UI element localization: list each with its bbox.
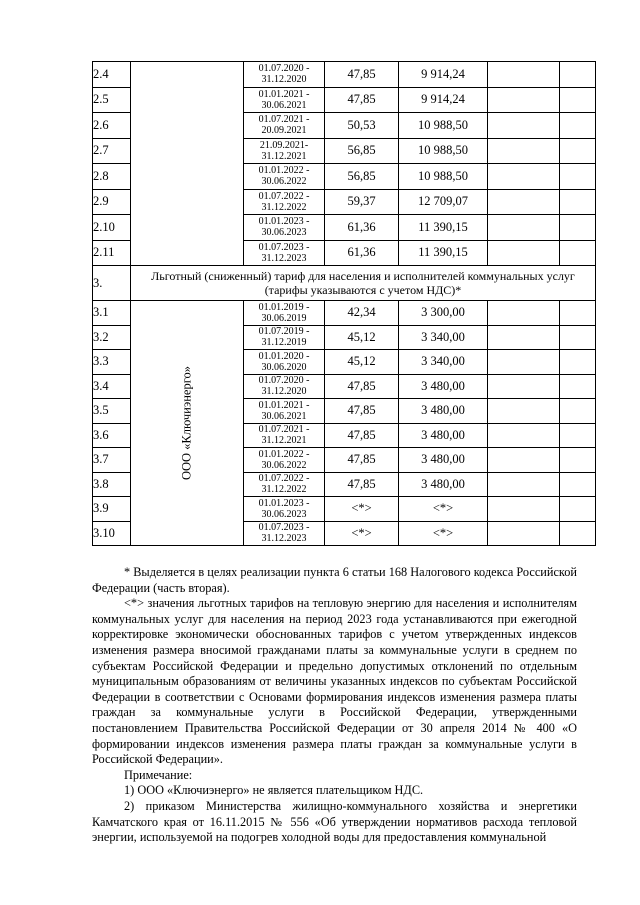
tariff-value-cell: 3 340,00 (399, 350, 488, 375)
tariff-value-cell: 47,85 (325, 62, 399, 88)
empty-cell (560, 62, 596, 88)
empty-cell (560, 164, 596, 190)
table-row (93, 62, 596, 88)
row-number: 2.8 (93, 164, 131, 190)
tariff-value-cell: 45,12 (325, 350, 399, 375)
empty-cell (488, 521, 560, 546)
tariff-value-cell: 45,12 (325, 325, 399, 350)
tariff-value-cell: 11 390,15 (399, 240, 488, 266)
period-cell: 01.07.2019 - 31.12.2019 (244, 325, 325, 350)
period-cell: 01.07.2022 - 31.12.2022 (244, 189, 325, 215)
tariff-value-cell: 47,85 (325, 472, 399, 497)
section-number: 3. (93, 266, 131, 301)
tariff-value-cell: 3 480,00 (399, 399, 488, 424)
empty-cell (488, 399, 560, 424)
period-cell: 01.01.2020 - 30.06.2020 (244, 350, 325, 375)
note-asterisk: <*> значения льготных тарифов на тепловую энергию для населения и исполнителям коммунальных услуг для населения на период 2023 года устанавливаются при ежегодной корректировке экономически обоснованных тарифов с учетом утвержденных индексов изменения размера вносимой гражданами платы за коммунальные услуги в среднем по субъектам Российской Федерации и предельно допустимых отклонений по отдельным муниципальным образованиям от величины указанных индексов по субъектам Российской Федерации в соответствии с Основами формирования индексов изменения размера платы граждан за коммунальные услуги в Российской Федерации, утвержденными постановлением Правительства Российской Федерации от 30 апреля 2014 № 400 «О формировании индексов изменения размера платы граждан за коммунальные услуги в Российской Федерации». (92, 596, 577, 767)
tariff-value-cell: 61,36 (325, 240, 399, 266)
period-cell: 01.01.2019 - 30.06.2019 (244, 301, 325, 326)
period-cell: 01.07.2020 - 31.12.2020 (244, 62, 325, 88)
empty-cell (488, 374, 560, 399)
tariff-value-cell: 61,36 (325, 215, 399, 241)
section-title: Льготный (сниженный) тариф для населения и исполнителей коммунальных услуг (тарифы указываются с учетом НДС)* (131, 266, 596, 301)
row-number: 3.4 (93, 374, 131, 399)
empty-cell (560, 350, 596, 375)
empty-cell (488, 350, 560, 375)
section-header-row (93, 266, 596, 301)
tariff-value-cell: 10 988,50 (399, 164, 488, 190)
row-number: 3.7 (93, 448, 131, 473)
row-number: 2.6 (93, 113, 131, 139)
empty-cell (560, 189, 596, 215)
row-number: 3.6 (93, 423, 131, 448)
tariff-value-cell: 3 480,00 (399, 472, 488, 497)
empty-cell (560, 325, 596, 350)
empty-cell (560, 240, 596, 266)
tariff-value-cell: 47,85 (325, 399, 399, 424)
period-cell: 01.07.2021 - 20.09.2021 (244, 113, 325, 139)
tariff-table (92, 61, 596, 546)
tariff-value-cell: 10 988,50 (399, 113, 488, 139)
tariff-value-cell: 59,37 (325, 189, 399, 215)
tariff-value-cell: 9 914,24 (399, 62, 488, 88)
row-number: 3.8 (93, 472, 131, 497)
note-remark-2: 2) приказом Министерства жилищно-коммунального хозяйства и энергетики Камчатского края от 16.11.2015 № 556 «Об утверждении нормативов расхода тепловой энергии, используемой на подогрев холодной воды для предоставления коммунальной (92, 798, 577, 845)
tariff-value-cell: 56,85 (325, 138, 399, 164)
tariff-value-cell: <*> (325, 521, 399, 546)
empty-cell (488, 113, 560, 139)
row-number: 3.9 (93, 497, 131, 522)
period-cell: 01.07.2023 - 31.12.2023 (244, 240, 325, 266)
empty-cell (560, 138, 596, 164)
empty-cell (560, 301, 596, 326)
tariff-value-cell: 9 914,24 (399, 87, 488, 113)
period-cell: 01.01.2022 - 30.06.2022 (244, 164, 325, 190)
row-number: 3.1 (93, 301, 131, 326)
empty-cell (488, 62, 560, 88)
row-number: 2.5 (93, 87, 131, 113)
note-remark-1: 1) ООО «Ключиэнерго» не является плательщиком НДС. (124, 783, 424, 798)
tariff-value-cell: <*> (325, 497, 399, 522)
empty-cell (488, 301, 560, 326)
period-cell: 01.07.2023 - 31.12.2023 (244, 521, 325, 546)
row-number: 2.11 (93, 240, 131, 266)
empty-cell (560, 374, 596, 399)
tariff-value-cell: 42,34 (325, 301, 399, 326)
org-cell (131, 301, 244, 546)
tariff-value-cell: 3 480,00 (399, 423, 488, 448)
period-cell: 01.01.2023 - 30.06.2023 (244, 215, 325, 241)
empty-cell (560, 215, 596, 241)
empty-cell (560, 423, 596, 448)
period-cell: 01.01.2021 - 30.06.2021 (244, 87, 325, 113)
period-cell: 01.07.2020 - 31.12.2020 (244, 374, 325, 399)
tariff-value-cell: 47,85 (325, 423, 399, 448)
period-cell: 01.01.2022 - 30.06.2022 (244, 448, 325, 473)
row-number: 3.3 (93, 350, 131, 375)
notes-block (92, 565, 577, 846)
empty-cell (488, 164, 560, 190)
tariff-value-cell: 3 300,00 (399, 301, 488, 326)
tariff-value-cell: 10 988,50 (399, 138, 488, 164)
empty-cell (488, 189, 560, 215)
period-cell: 01.07.2021 - 31.12.2021 (244, 423, 325, 448)
org-cell (131, 62, 244, 266)
row-number: 3.5 (93, 399, 131, 424)
tariff-value-cell: 12 709,07 (399, 189, 488, 215)
empty-cell (488, 87, 560, 113)
empty-cell (560, 521, 596, 546)
period-cell: 21.09.2021- 31.12.2021 (244, 138, 325, 164)
empty-cell (488, 325, 560, 350)
row-number: 2.4 (93, 62, 131, 88)
tariff-value-cell: <*> (399, 521, 488, 546)
empty-cell (488, 497, 560, 522)
tariff-value-cell: 3 480,00 (399, 374, 488, 399)
period-cell: 01.07.2022 - 31.12.2022 (244, 472, 325, 497)
period-cell: 01.01.2023 - 30.06.2023 (244, 497, 325, 522)
empty-cell (560, 472, 596, 497)
empty-cell (560, 113, 596, 139)
tariff-value-cell: 47,85 (325, 87, 399, 113)
row-number: 2.7 (93, 138, 131, 164)
tariff-value-cell: 11 390,15 (399, 215, 488, 241)
empty-cell (488, 472, 560, 497)
empty-cell (560, 87, 596, 113)
tariff-value-cell: 3 340,00 (399, 325, 488, 350)
empty-cell (488, 423, 560, 448)
tariff-value-cell: 3 480,00 (399, 448, 488, 473)
row-number: 2.9 (93, 189, 131, 215)
empty-cell (488, 240, 560, 266)
empty-cell (560, 448, 596, 473)
empty-cell (560, 497, 596, 522)
tariff-value-cell: 47,85 (325, 374, 399, 399)
empty-cell (488, 448, 560, 473)
empty-cell (488, 138, 560, 164)
tariff-value-cell: <*> (399, 497, 488, 522)
tariff-value-cell: 50,53 (325, 113, 399, 139)
note-vat: * Выделяется в целях реализации пункта 6 статьи 168 Налогового кодекса Российской Федерации (часть вторая). (92, 565, 577, 595)
tariff-value-cell: 47,85 (325, 448, 399, 473)
tariff-value-cell: 56,85 (325, 164, 399, 190)
org-name: ООО «Ключиэнерго» (179, 365, 194, 481)
note-remark-heading: Примечание: (124, 767, 193, 782)
row-number: 3.2 (93, 325, 131, 350)
period-cell: 01.01.2021 - 30.06.2021 (244, 399, 325, 424)
row-number: 3.10 (93, 521, 131, 546)
row-number: 2.10 (93, 215, 131, 241)
table-row (93, 301, 596, 326)
empty-cell (488, 215, 560, 241)
empty-cell (560, 399, 596, 424)
